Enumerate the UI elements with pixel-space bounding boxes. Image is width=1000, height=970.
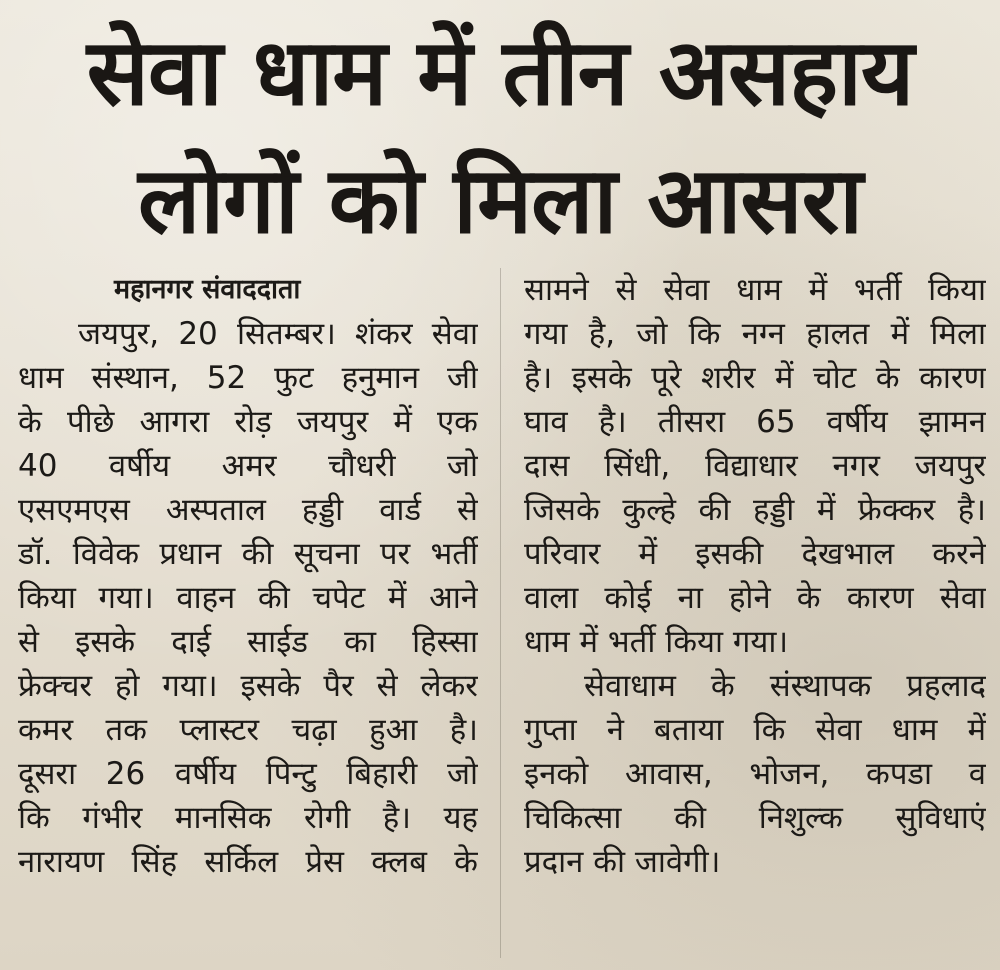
article-line: कमर तक प्लास्टर चढ़ा हुआ है। bbox=[18, 712, 478, 748]
article-line: प्रदान की जावेगी। bbox=[524, 844, 721, 880]
headline-line-1: सेवा धाम में तीन असहाय bbox=[86, 19, 914, 126]
article-line: गुप्ता ने बताया कि सेवा धाम में bbox=[524, 712, 986, 748]
article-line: सेवाधाम के संस्थापक प्रहलाद bbox=[584, 668, 986, 704]
article-line: धाम में भर्ती किया गया। bbox=[524, 624, 789, 660]
article-line: 40 वर्षीय अमर चौधरी जो bbox=[18, 448, 478, 484]
article-line: घाव है। तीसरा 65 वर्षीय झामन bbox=[524, 404, 986, 440]
article-line: चिकित्सा की निशुल्क सुविधाएं bbox=[524, 800, 986, 836]
article-line: से इसके दाई साईड का हिस्सा bbox=[18, 624, 478, 660]
article-line: गया है, जो कि नग्न हालत में मिला bbox=[524, 316, 986, 352]
article-column-left bbox=[18, 268, 478, 884]
article-line: फ्रेक्चर हो गया। इसके पैर से लेकर bbox=[18, 668, 478, 704]
article-line: सामने से सेवा धाम में भर्ती किया bbox=[524, 272, 986, 308]
byline: महानगर संवाददाता bbox=[114, 274, 301, 305]
article-line: परिवार में इसकी देखभाल करने bbox=[524, 536, 986, 572]
article-line: जयपुर, 20 सितम्बर। शंकर सेवा bbox=[78, 316, 478, 352]
article-line: दूसरा 26 वर्षीय पिन्टु बिहारी जो bbox=[18, 756, 478, 792]
article-line: वाला कोई ना होने के कारण सेवा bbox=[524, 580, 986, 616]
article-line: दास सिंधी, विद्याधार नगर जयपुर bbox=[524, 448, 986, 484]
article-line: धाम संस्थान, 52 फुट हनुमान जी bbox=[18, 360, 478, 396]
article-line: है। इसके पूरे शरीर में चोट के कारण bbox=[524, 360, 986, 396]
column-divider bbox=[500, 268, 501, 958]
article-line: इनको आवास, भोजन, कपडा व bbox=[524, 756, 986, 792]
article-line: कि गंभीर मानसिक रोगी है। यह bbox=[18, 800, 478, 836]
article-line: नारायण सिंह सर्किल प्रेस क्लब के bbox=[18, 844, 478, 880]
headline-line-2: लोगों को मिला आसरा bbox=[137, 147, 863, 254]
article-line: जिसके कुल्हे की हड्डी में फ्रेक्कर है। bbox=[524, 492, 986, 528]
article-line: के पीछे आगरा रोड़ जयपुर में एक bbox=[18, 404, 478, 440]
article-line: एसएमएस अस्पताल हड्डी वार्ड से bbox=[18, 492, 478, 528]
article-line: किया गया। वाहन की चपेट में आने bbox=[18, 580, 478, 616]
article-column-right bbox=[524, 268, 986, 884]
article-line: डॉ. विवेक प्रधान की सूचना पर भर्ती bbox=[18, 536, 478, 572]
